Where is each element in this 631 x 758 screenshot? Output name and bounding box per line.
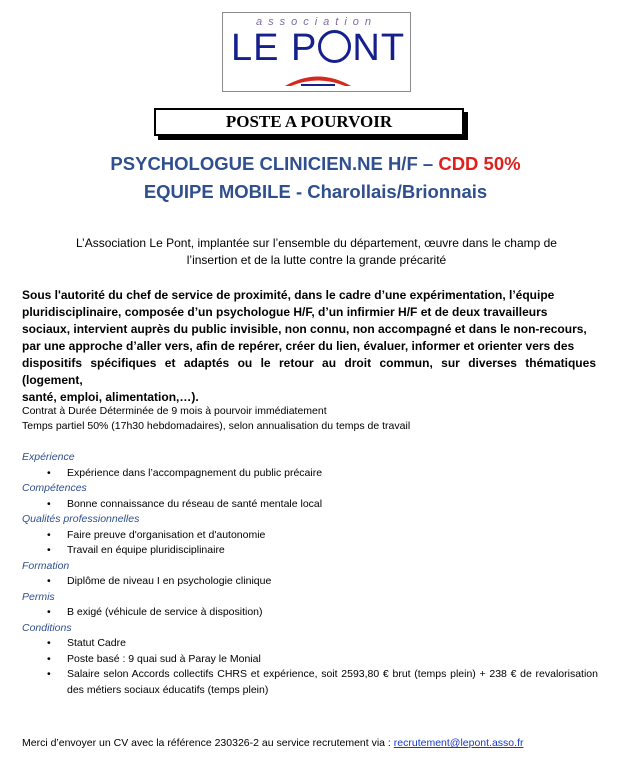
logo-association-text: association xyxy=(255,16,378,28)
list-item: • B exigé (véhicule de service à disposition) xyxy=(22,605,598,621)
footer-text: Merci d’envoyer un CV avec la référence 230326-2 au service recrutement via : xyxy=(22,737,394,749)
logo-name xyxy=(231,27,405,70)
description-line: santé, emploi, alimentation,…). xyxy=(22,390,199,404)
description-paragraph xyxy=(22,287,596,406)
section-heading-conditions: Conditions xyxy=(22,621,72,634)
logo-o-circle xyxy=(318,30,351,63)
post-header xyxy=(154,108,464,136)
recruitment-email-link[interactable]: recrutement@lepont.asso.fr xyxy=(393,737,524,749)
list-item: • Salaire selon Accords collectifs CHRS et expérience, soit 2593,80 € brut (temps plein) + 238 € de revalorisation des métiers sociaux éducatifs (temps plein) xyxy=(22,667,598,698)
job-title-text: PSYCHOLOGUE CLINICIEN.NE H/F – xyxy=(110,153,439,174)
team-title: EQUIPE MOBILE - Charollais/Brionnais xyxy=(143,181,488,202)
section-heading-experience: Expérience xyxy=(22,451,75,463)
section-heading-formation: Formation xyxy=(22,559,70,572)
contract-info xyxy=(22,404,410,434)
list-item: • Statut Cadre xyxy=(22,636,598,652)
description-line: pluridisciplinaire, composée d’un psychologue H/F, d’un infirmier H/F et de deux travailleurs xyxy=(22,305,548,319)
section-heading-qualities: Qualités professionnelles xyxy=(22,513,140,525)
contract-type: Contrat à Durée Déterminée de 9 mois à pourvoir immédiatement xyxy=(22,405,327,417)
job-title xyxy=(0,153,631,175)
list-item: • Faire preuve d'organisation et d'autonomie xyxy=(22,528,598,544)
section-heading-competences: Compétences xyxy=(22,482,87,494)
section-heading-permis: Permis xyxy=(22,590,55,603)
list-item: • Travail en équipe pluridisciplinaire xyxy=(22,543,598,559)
description-line: sociaux, intervient auprès du public invisible, non connu, non accompagné et dans le non-recours, xyxy=(22,322,587,336)
list-item: • Bonne connaissance du réseau de santé mentale local xyxy=(22,497,598,513)
list-item: • Expérience dans l’accompagnement du public précaire xyxy=(22,466,598,482)
list-item: • Diplôme de niveau I en psychologie clinique xyxy=(22,574,598,590)
contract-hours: Temps partiel 50% (17h30 hebdomadaires), selon annualisation du temps de travail xyxy=(22,420,411,432)
logo-name-p: P xyxy=(291,27,318,69)
logo xyxy=(222,12,411,92)
logo-name-le: LE xyxy=(231,27,280,69)
description-line: dispositifs spécifiques et adaptés ou le retour au droit commun, sur diverses thématiques (logement, xyxy=(22,356,596,387)
requirements-list xyxy=(22,450,598,698)
description-line: par une approche d’aller vers, afin de repérer, créer du lien, évaluer, informer et orienter vers des xyxy=(22,339,575,353)
list-item: • Poste basé : 9 quai sud à Paray le Monial xyxy=(22,652,598,668)
post-header-text: POSTE A POURVOIR xyxy=(225,112,393,131)
logo-bridge-icon xyxy=(283,73,353,87)
footer-contact xyxy=(22,737,523,749)
contract-badge: CDD 50% xyxy=(438,153,521,174)
description-line: Sous l'autorité du chef de service de proximité, dans le cadre d’une expérimentation, l’équipe xyxy=(22,288,555,302)
logo-name-nt: NT xyxy=(352,27,406,69)
intro-paragraph: L’Association Le Pont, implantée sur l’ensemble du département, œuvre dans le champ de l’insertion et de la lutte contre la grande précarité xyxy=(76,236,557,267)
